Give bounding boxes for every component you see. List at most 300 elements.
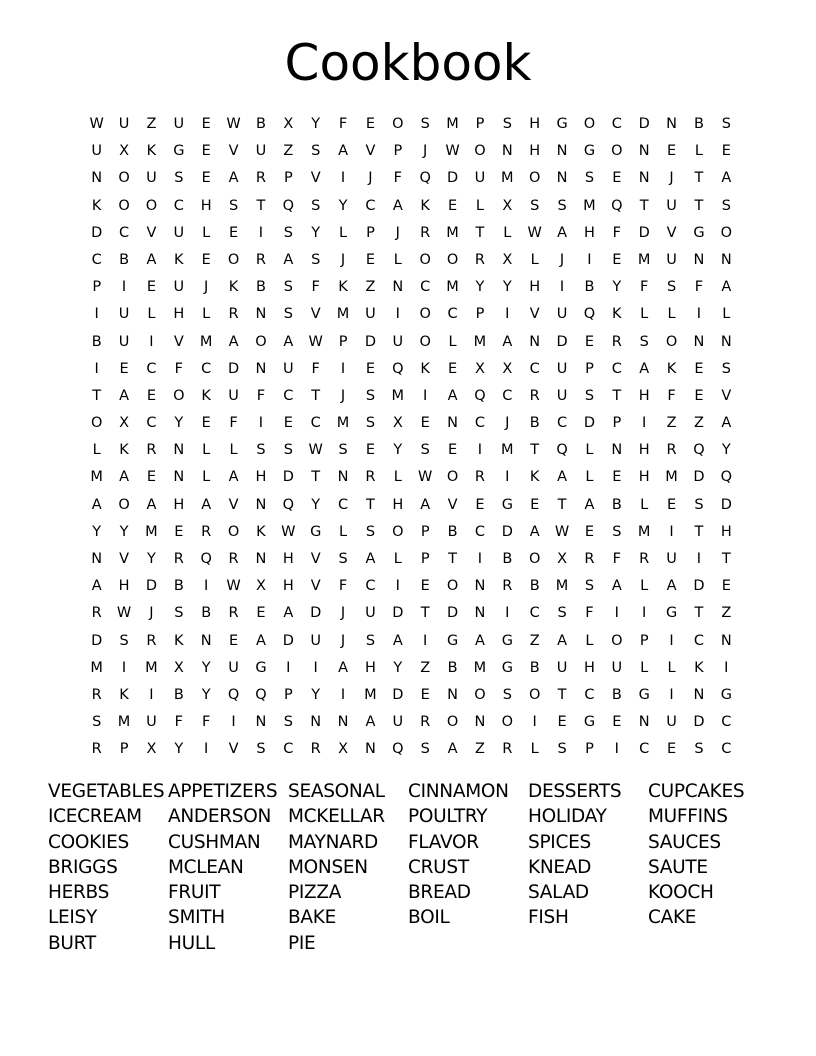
grid-cell: G <box>665 605 678 622</box>
grid-cell: K <box>119 686 129 703</box>
grid-cell: A <box>91 578 102 595</box>
grid-cell: R <box>255 251 266 268</box>
grid-cell: A <box>146 251 157 268</box>
grid-cell: A <box>447 741 458 758</box>
grid-cell: L <box>722 306 731 323</box>
grid-cell: Z <box>420 659 431 676</box>
grid-cell: Z <box>283 143 294 160</box>
grid-cell: L <box>147 306 156 323</box>
grid-cell: L <box>585 442 594 459</box>
grid-cell: Y <box>311 224 321 241</box>
grid-cell: S <box>311 143 321 160</box>
grid-cell: A <box>119 469 130 486</box>
word-list-item: APPETIZERS <box>168 781 278 802</box>
grid-cell: S <box>92 714 102 731</box>
grid-cell: L <box>585 469 594 486</box>
grid-cell: Z <box>666 415 677 432</box>
grid-cell: E <box>612 170 622 187</box>
grid-cell: V <box>228 143 239 160</box>
grid-cell: C <box>474 415 485 432</box>
grid-cell: U <box>228 659 239 676</box>
grid-row <box>83 437 740 464</box>
grid-cell: V <box>447 496 458 513</box>
grid-cell: J <box>340 605 346 622</box>
grid-cell: S <box>584 170 595 187</box>
grid-cell: E <box>584 333 595 350</box>
grid-cell: O <box>118 496 130 513</box>
grid-cell: O <box>90 415 103 432</box>
grid-cell: U <box>666 197 677 214</box>
grid-cell: B <box>255 279 266 296</box>
grid-cell: Q <box>282 197 295 214</box>
grid-cell: P <box>475 306 485 323</box>
grid-cell: T <box>694 605 704 622</box>
grid-cell: B <box>693 116 704 132</box>
grid-cell: N <box>255 306 267 323</box>
grid-cell: P <box>338 333 348 350</box>
grid-cell: S <box>557 741 567 758</box>
grid-row <box>83 628 740 655</box>
grid-cell: S <box>502 116 512 132</box>
grid-cell: V <box>529 306 540 323</box>
grid-cell: H <box>118 578 130 595</box>
grid-cell: H <box>583 659 595 676</box>
grid-row <box>83 193 740 220</box>
grid-cell: M <box>145 659 158 676</box>
grid-cell: Y <box>475 279 485 296</box>
grid-cell: M <box>391 387 405 404</box>
grid-cell: B <box>529 415 540 432</box>
grid-cell: I <box>258 224 264 241</box>
grid-cell: I <box>669 632 674 649</box>
grid-cell: D <box>638 116 650 132</box>
grid-cell: L <box>667 659 676 676</box>
grid-cell: Q <box>693 442 705 459</box>
grid-cell: T <box>694 197 704 214</box>
grid-cell: L <box>475 197 484 214</box>
grid-cell: F <box>585 605 594 622</box>
grid-cell: T <box>311 387 321 404</box>
letter-grid <box>83 111 740 764</box>
grid-cell: C <box>91 251 102 268</box>
grid-cell: K <box>174 632 184 649</box>
grid-cell: S <box>721 197 731 214</box>
grid-cell: E <box>447 197 458 214</box>
grid-cell: L <box>448 333 457 350</box>
grid-cell: L <box>202 442 211 459</box>
grid-cell: O <box>392 523 404 540</box>
grid-cell: B <box>447 659 458 676</box>
grid-cell: Y <box>338 197 348 214</box>
grid-cell: M <box>336 306 350 323</box>
grid-cell: F <box>229 415 238 432</box>
grid-cell: N <box>337 469 349 486</box>
grid-cell: C <box>365 578 376 595</box>
grid-cell: I <box>669 523 674 540</box>
grid-cell: M <box>501 442 514 459</box>
grid-cell: E <box>201 116 211 132</box>
grid-cell: K <box>529 469 540 486</box>
grid-cell: S <box>721 116 731 132</box>
grid-cell: A <box>146 496 157 513</box>
grid-cell: E <box>612 469 622 486</box>
grid-cell: C <box>611 360 622 377</box>
grid-cell: R <box>173 551 184 567</box>
word-list-item: SALAD <box>528 882 589 904</box>
grid-cell: V <box>365 143 376 160</box>
grid-cell: A <box>584 496 595 513</box>
word-list-item: CINNAMON <box>408 781 509 802</box>
grid-cell: N <box>91 170 103 187</box>
grid-cell: R <box>91 605 102 622</box>
grid-cell: S <box>283 714 293 731</box>
grid-cell: R <box>228 605 239 622</box>
grid-cell: V <box>310 578 321 595</box>
grid-cell: N <box>693 333 705 350</box>
grid-cell: E <box>201 143 211 160</box>
grid-cell: T <box>448 551 457 567</box>
grid-cell: E <box>447 442 458 459</box>
grid-cell: E <box>530 496 540 513</box>
grid-cell: R <box>201 523 212 540</box>
grid-cell: I <box>258 415 264 432</box>
grid-cell: F <box>174 360 183 377</box>
grid-cell: T <box>694 170 704 187</box>
grid-cell: D <box>446 605 459 622</box>
grid-cell: I <box>642 415 647 432</box>
grid-cell: L <box>393 469 402 486</box>
grid-row <box>83 682 740 709</box>
grid-cell: A <box>474 632 485 649</box>
grid-cell: O <box>528 551 541 567</box>
grid-cell: X <box>255 578 266 595</box>
grid-cell: H <box>638 469 650 486</box>
grid-cell: D <box>556 333 568 350</box>
grid-cell: U <box>556 659 568 676</box>
grid-row <box>83 655 740 682</box>
grid-cell: A <box>228 170 239 187</box>
grid-cell: J <box>395 224 400 241</box>
grid-row <box>83 519 740 546</box>
grid-cell: E <box>666 496 677 513</box>
grid-cell: Q <box>474 387 486 404</box>
grid-cell: M <box>473 659 487 676</box>
grid-row <box>83 464 740 491</box>
grid-cell: X <box>474 360 485 377</box>
grid-cell: Z <box>474 741 485 758</box>
grid-cell: E <box>256 605 266 622</box>
grid-cell: A <box>447 387 458 404</box>
grid-cell: A <box>201 496 212 513</box>
grid-cell: S <box>420 741 430 758</box>
grid-cell: S <box>283 306 293 323</box>
grid-cell: O <box>446 578 459 595</box>
grid-cell: A <box>338 143 349 160</box>
grid-cell: F <box>174 714 183 731</box>
grid-cell: M <box>637 523 651 540</box>
grid-cell: E <box>666 143 677 160</box>
word-list-item: SMITH <box>168 907 225 929</box>
grid-cell: C <box>201 360 212 377</box>
grid-cell: Z <box>146 116 157 132</box>
word-list-item: HULL <box>168 932 215 954</box>
word-list-item: SAUTE <box>648 856 708 878</box>
word-list-item: FLAVOR <box>408 831 479 853</box>
grid-cell: L <box>640 659 649 676</box>
grid-cell: L <box>202 469 211 486</box>
grid-cell: E <box>146 387 157 404</box>
word-list-item: PIE <box>288 932 316 954</box>
grid-cell: S <box>502 686 512 703</box>
grid-cell: I <box>121 279 127 296</box>
word-list-item: CAKE <box>648 907 697 929</box>
grid-cell: Y <box>174 741 184 758</box>
grid-cell: U <box>283 360 294 377</box>
word-list-item: MUFFINS <box>648 806 728 828</box>
grid-cell: E <box>721 143 731 160</box>
grid-cell: O <box>118 197 130 214</box>
grid-cell: W <box>308 442 323 459</box>
grid-cell: S <box>338 551 348 567</box>
grid-cell: I <box>477 442 483 459</box>
grid-cell: D <box>392 686 404 703</box>
grid-cell: Y <box>174 415 184 432</box>
grid-cell: D <box>91 632 103 649</box>
grid-cell: U <box>666 551 677 567</box>
grid-cell: O <box>583 116 596 132</box>
word-list-item: MONSEN <box>288 856 368 878</box>
grid-cell: N <box>173 442 185 459</box>
grid-cell: O <box>665 333 678 350</box>
grid-cell: M <box>199 333 213 350</box>
grid-cell: B <box>201 605 212 622</box>
grid-cell: S <box>311 197 321 214</box>
grid-cell: E <box>420 415 430 432</box>
grid-cell: X <box>146 741 157 758</box>
grid-cell: G <box>693 224 705 241</box>
grid-cell: E <box>694 387 704 404</box>
grid-cell: O <box>118 170 130 187</box>
grid-cell: I <box>149 686 154 703</box>
grid-cell: Y <box>721 442 731 459</box>
grid-cell: O <box>419 333 431 350</box>
grid-row <box>83 600 740 627</box>
grid-cell: L <box>339 224 348 241</box>
grid-cell: H <box>173 496 185 513</box>
grid-cell: E <box>174 523 184 540</box>
word-list-item: KNEAD <box>528 856 592 878</box>
grid-cell: Y <box>147 551 156 567</box>
grid-cell: I <box>559 279 565 296</box>
grid-cell: V <box>119 551 130 567</box>
grid-cell: F <box>256 387 266 404</box>
grid-cell: A <box>639 360 650 377</box>
grid-cell: L <box>530 741 539 758</box>
grid-cell: E <box>557 714 567 731</box>
grid-cell: B <box>611 686 622 703</box>
word-list-item: KOOCH <box>648 882 714 904</box>
grid-cell: O <box>227 523 240 540</box>
grid-row <box>83 492 740 519</box>
grid-cell: Q <box>419 170 431 187</box>
grid-cell: Q <box>227 686 240 703</box>
grid-cell: L <box>667 306 676 323</box>
grid-cell: N <box>392 279 404 296</box>
grid-cell: O <box>145 197 158 214</box>
grid-cell: X <box>283 116 294 132</box>
grid-cell: N <box>638 170 650 187</box>
grid-cell: A <box>721 415 732 432</box>
word-list-item: VEGETABLES <box>48 781 165 802</box>
grid-cell: B <box>584 279 595 296</box>
word-list-item: SPICES <box>528 831 591 853</box>
grid-cell: P <box>283 686 293 703</box>
grid-cell: A <box>611 578 622 595</box>
grid-cell: Y <box>311 496 321 513</box>
grid-cell: C <box>283 741 294 758</box>
grid-cell: S <box>228 197 239 214</box>
grid-cell: I <box>149 333 154 350</box>
grid-cell: Q <box>255 686 267 703</box>
grid-cell: U <box>118 333 130 350</box>
grid-cell: A <box>557 469 568 486</box>
grid-cell: C <box>502 387 513 404</box>
grid-cell: E <box>612 714 622 731</box>
grid-cell: Y <box>393 659 403 676</box>
grid-cell: Z <box>721 605 732 622</box>
grid-cell: K <box>420 197 430 214</box>
grid-cell: F <box>667 387 676 404</box>
grid-cell: W <box>554 523 570 540</box>
grid-cell: C <box>529 360 540 377</box>
grid-cell: I <box>696 551 702 567</box>
grid-cell: Q <box>282 496 295 513</box>
grid-cell: E <box>612 251 622 268</box>
grid-cell: R <box>255 170 266 187</box>
grid-cell: B <box>255 116 266 132</box>
grid-cell: D <box>282 469 294 486</box>
grid-cell: N <box>255 496 267 513</box>
grid-cell: E <box>201 251 211 268</box>
grid-cell: M <box>90 469 103 486</box>
grid-cell: C <box>146 415 157 432</box>
grid-cell: E <box>119 360 129 377</box>
grid-cell: E <box>666 741 677 758</box>
grid-cell: J <box>340 632 346 649</box>
grid-cell: Q <box>200 551 212 567</box>
grid-cell: I <box>532 714 537 731</box>
grid-cell: L <box>202 224 211 241</box>
grid-cell: U <box>666 251 677 268</box>
grid-cell: I <box>696 306 702 323</box>
grid-cell: I <box>587 251 592 268</box>
grid-cell: K <box>174 251 184 268</box>
grid-cell: X <box>502 360 513 377</box>
grid-cell: P <box>639 632 649 649</box>
grid-cell: R <box>228 551 239 567</box>
grid-cell: Y <box>612 279 622 296</box>
grid-row <box>83 709 740 736</box>
grid-cell: U <box>666 714 677 731</box>
grid-cell: B <box>447 523 458 540</box>
grid-cell: S <box>256 741 266 758</box>
grid-cell: T <box>311 469 321 486</box>
grid-cell: P <box>585 360 594 377</box>
grid-cell: C <box>693 632 704 649</box>
grid-cell: S <box>174 170 184 187</box>
grid-cell: B <box>529 578 540 595</box>
grid-cell: A <box>666 578 677 595</box>
grid-cell: C <box>611 116 622 132</box>
grid-cell: W <box>89 116 104 132</box>
grid-cell: N <box>91 551 103 567</box>
grid-cell: R <box>365 469 376 486</box>
grid-cell: H <box>720 523 732 540</box>
grid-cell: Y <box>311 686 321 703</box>
grid-cell: V <box>310 306 321 323</box>
grid-cell: A <box>255 632 266 649</box>
grid-row <box>83 301 740 328</box>
word-list-item: POULTRY <box>408 806 488 828</box>
grid-cell: N <box>474 578 486 595</box>
grid-cell: D <box>693 469 705 486</box>
grid-cell: E <box>721 578 731 595</box>
grid-cell: S <box>365 415 376 432</box>
grid-cell: U <box>118 306 130 323</box>
grid-cell: U <box>474 170 486 187</box>
grid-cell: G <box>501 632 513 649</box>
grid-cell: O <box>446 714 459 731</box>
grid-cell: N <box>447 686 458 703</box>
grid-cell: M <box>555 578 569 595</box>
word-list-item: FRUIT <box>168 882 221 904</box>
word-list-item: DESSERTS <box>528 781 622 802</box>
grid-cell: P <box>393 143 403 160</box>
grid-cell: M <box>446 116 459 132</box>
grid-cell: K <box>612 306 622 323</box>
grid-cell: T <box>256 197 266 214</box>
grid-cell: I <box>642 605 647 622</box>
grid-cell: S <box>365 523 376 540</box>
grid-cell: V <box>146 224 157 241</box>
grid-cell: F <box>612 551 621 567</box>
grid-row <box>83 220 740 247</box>
grid-cell: S <box>283 442 293 459</box>
grid-cell: I <box>395 578 400 595</box>
grid-cell: D <box>91 224 103 241</box>
grid-cell: L <box>640 496 649 513</box>
grid-cell: H <box>173 306 185 323</box>
grid-cell: O <box>227 251 240 268</box>
grid-cell: L <box>694 143 703 160</box>
grid-cell: I <box>614 741 619 758</box>
grid-cell: O <box>173 387 185 404</box>
grid-cell: C <box>338 496 349 513</box>
grid-cell: S <box>694 741 704 758</box>
grid-cell: N <box>556 170 568 187</box>
grid-cell: E <box>146 279 157 296</box>
grid-cell: N <box>556 143 568 160</box>
grid-cell: P <box>612 415 622 432</box>
grid-cell: T <box>420 605 430 622</box>
grid-cell: O <box>255 333 267 350</box>
grid-cell: B <box>611 496 622 513</box>
grid-cell: S <box>557 605 567 622</box>
grid-cell: C <box>721 714 732 731</box>
grid-cell: C <box>146 360 157 377</box>
grid-cell: R <box>228 306 239 323</box>
grid-cell: S <box>639 333 649 350</box>
